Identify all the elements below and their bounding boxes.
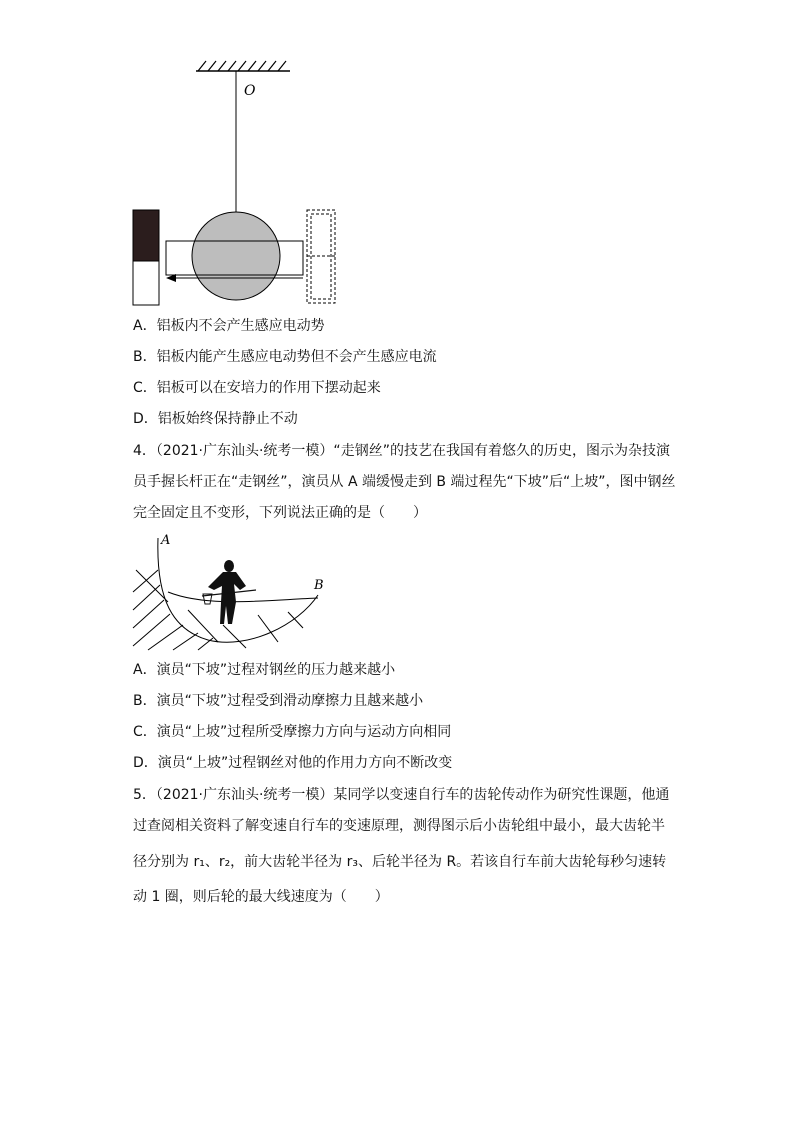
q3-option-c: C．铝板可以在安培力的作用下摆动起来	[133, 380, 381, 396]
q3-option-b: B．铝板内能产生感应电动势但不会产生感应电流	[133, 349, 437, 365]
ceiling-hatch	[198, 61, 286, 71]
pivot-label: O	[244, 83, 256, 99]
q5-stem-line-3: 径分别为 r₁、r₂，前大齿轮半径为 r₃、后轮半径为 R。若该自行车前大齿轮每秒匀速转	[133, 854, 667, 870]
q4-option-b: B．演员“下坡”过程受到滑动摩擦力且越来越小	[133, 693, 424, 709]
q4-option-c: C．演员“上坡”过程所受摩擦力方向与运动方向相同	[133, 724, 452, 740]
point-b-label: B	[314, 578, 324, 593]
q4-option-d: D．演员“上坡”过程钢丝对他的作用力方向不断改变	[133, 755, 453, 771]
bowl-curve	[158, 538, 318, 642]
magnet-dashed-outline	[307, 210, 335, 303]
q5-stem-line-2: 过查阅相关资料了解变速自行车的变速原理，测得图示后小齿轮组中最小，最大齿轮半	[133, 818, 665, 834]
q3-option-a: A．铝板内不会产生感应电动势	[133, 318, 325, 334]
q5-stem-line-4: 动 1 圈，则后轮的最大线速度为（ ）	[133, 889, 389, 905]
point-a-label: A	[161, 533, 171, 548]
tightrope-wire	[168, 592, 318, 602]
q4-stem-line-1: 4．（2021·广东汕头·统考一模）“走钢丝”的技艺在我国有着悠久的历史，图示为杂技演	[133, 443, 670, 459]
q5-stem-line-1: 5．（2021·广东汕头·统考一模）某同学以变速自行车的齿轮传动作为研究性课题，他通	[133, 787, 670, 803]
aluminium-disc	[192, 212, 280, 300]
q4-stem-line-3: 完全固定且不变形，下列说法正确的是（ ）	[133, 505, 427, 521]
tightrope-figure	[128, 530, 338, 655]
q4-option-a: A．演员“下坡”过程对钢丝的压力越来越小	[133, 662, 396, 678]
q3-option-d: D．铝板始终保持静止不动	[133, 411, 298, 427]
q4-stem-line-2: 员手握长杆正在“走钢丝”，演员从 A 端缓慢走到 B 端过程先“下坡”后“上坡”，图中钢丝	[133, 474, 676, 490]
pendulum-figure	[128, 55, 348, 315]
magnet-left	[133, 210, 159, 305]
